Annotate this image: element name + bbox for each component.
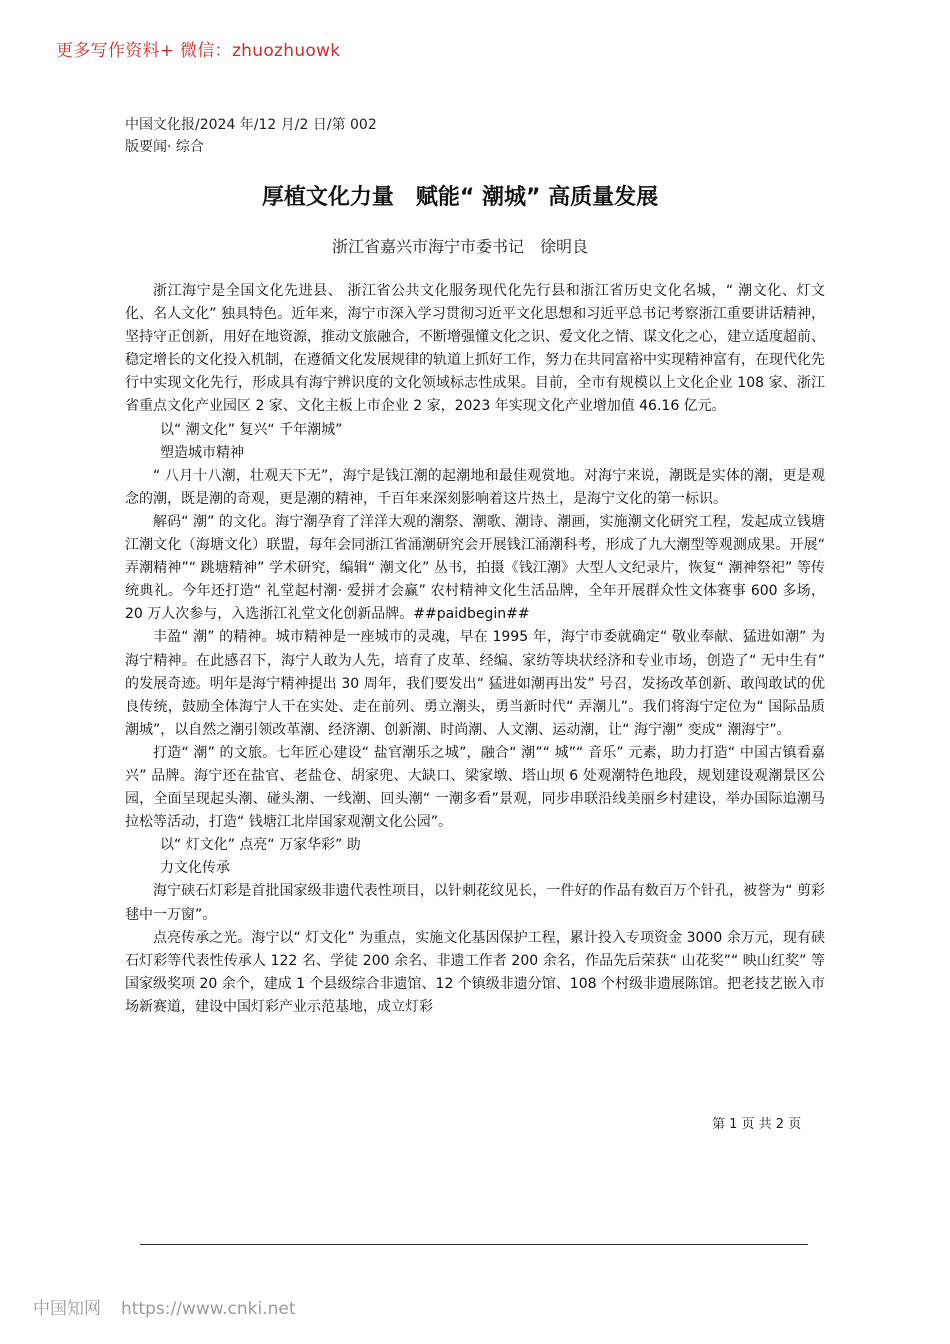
body-paragraph: 解码“ 潮” 的文化。海宁潮孕育了洋洋大观的潮祭、潮歌、潮诗、潮画，实施潮文化研究工程，发起成立钱塘江潮文化（海塘文化）联盟，每年会同浙江省涌潮研究会开展钱江涌潮科考，形成了九大潮型等观测成果。开展“ 弄潮精神”“ 跳塘精神” 学术研究，编辑“ 潮文化” 丛书，拍摄《钱江潮》大型人文纪录片，恢复“ 潮神祭祀” 等传统典礼。今年还打造“ 礼堂起村潮· 爱拼才会赢” 农村精神文化生活品牌，全年开展群众性文体赛事 600 多场，20 万人次参与，入选浙江礼堂文化创新品牌。##paidbegin## [125, 513, 825, 623]
body-paragraph: 浙江海宁是全国文化先进县、 浙江省公共文化服务现代化先行县和浙江省历史文化名城，“ 潮文化、灯文化、名人文化” 独具特色。近年来，海宁市深入学习贯彻习近平文化思想和习近平总书记考察浙江重要讲话精神，坚持守正创新，用好在地资源，推动文旅融合，不断增强懂文化之识、爱文化之情、谋文化之心，建立适度超前、稳定增长的文化投入机制，在遵循文化发展规律的轨道上抓好工作，努力在共同富裕中实现精神富有，在现代化先行中实现文化先行，形成具有海宁辨识度的文化领域标志性成果。目前，全市有规模以上文化企业 108 家、浙江省重点文化产业园区 2 家、文化主板上市企业 2 家，2023 年实现文化产业增加值 46.16 亿元。 [125, 283, 825, 415]
body-paragraph: 海宁硖石灯彩是首批国家级非遗代表性项目，以针刺花纹见长，一件好的作品有数百万个针孔，被誉为“ 剪彩毬中一万窗”。 [125, 883, 825, 923]
section-heading: 以“ 潮文化” 复兴“ 千年潮城” [160, 421, 343, 438]
body-paragraph: “ 八月十八潮，壮观天下无”，海宁是钱江潮的起潮地和最佳观赏地。对海宁来说，潮既是实体的潮，更是观念的潮，既是潮的奇观，更是潮的精神，千百年来深刻影响着这片热土，是海宁文化的第一标识。 [125, 467, 825, 507]
body-paragraph: 点亮传承之光。海宁以“ 灯文化” 为重点，实施文化基因保护工程，累计投入专项资金 3000 余万元，现有硖石灯彩等代表性传承人 122 名、学徒 200 余名、非遗工作者 200 余名，作品先后荣获“ 山花奖”“ 映山红奖” 等国家级奖项 20 余个，建成 1 个县级综合非遗馆、12 个镇级非遗分馆、108 个村级非遗展陈馆。把老技艺嵌入市场新赛道，建设中国灯彩产业示范基地，成立灯彩 [125, 929, 825, 1015]
footer-url[interactable]: https://www.cnki.net [121, 1299, 296, 1319]
footer-site-name[interactable]: 中国知网 [33, 1299, 101, 1319]
page-number: 第 1 页 共 2 页 [712, 1117, 802, 1132]
footer [33, 1294, 315, 1319]
section-heading: 塑造城市精神 [160, 444, 244, 461]
section-heading: 力文化传承 [160, 860, 230, 877]
body-paragraph: 打造“ 潮” 的文旅。七年匠心建设“ 盐官潮乐之城”，融合“ 潮”“ 城”“ 音乐” 元素，助力打造“ 中国古镇看嘉兴” 品牌。海宁还在盐官、老盐仓、胡家兜、大缺口、梁家墩、塔山坝 6 处观潮特色地段，规划建设观潮景区公园，全面呈现起头潮、碰头潮、一线潮、回头潮“ 一潮多看”景观，同步串联沿线美丽乡村建设，举办国际追潮马拉松等活动，打造“ 钱塘江北岸国家观潮文化公园”。 [125, 744, 825, 831]
body-paragraph: 丰盈“ 潮” 的精神。城市精神是一座城市的灵魂，早在 1995 年，海宁市委就确定“ 敬业奉献、猛进如潮” 为海宁精神。在此感召下，海宁人敢为人先，培育了皮革、经编、家纺等块状经济和专业市场，创造了“ 无中生有” 的发展奇迹。明年是海宁精神提出 30 周年，我们要发出“ 猛进如潮再出发” 号召，发扬改革创新、敢闯敢试的优良传统，鼓励全体海宁人干在实处、走在前列、勇立潮头，勇当新时代“ 弄潮儿”。我们将海宁定位为“ 国际品质潮城”，以自然之潮引领改革潮、经济潮、创新潮、时尚潮、人文潮、运动潮，让“ 海宁潮” 变成“ 潮海宁”。 [125, 629, 825, 738]
article-body [125, 280, 825, 1019]
article-title: 厚植文化力量 赋能“ 潮城” 高质量发展 [261, 185, 659, 210]
publication-source: 中国文化报/2024 年/12 月/2 日/第 002 [125, 117, 377, 133]
publication-section: 版要闻· 综合 [125, 139, 204, 155]
section-heading: 以“ 灯文化” 点亮“ 万家华彩” 助 [160, 837, 361, 854]
promo-banner[interactable]: 更多写作资料+ 微信：zhuozhuowk [56, 41, 341, 61]
footer-divider [140, 1244, 808, 1245]
article-author: 浙江省嘉兴市海宁市委书记 徐明良 [331, 237, 588, 256]
